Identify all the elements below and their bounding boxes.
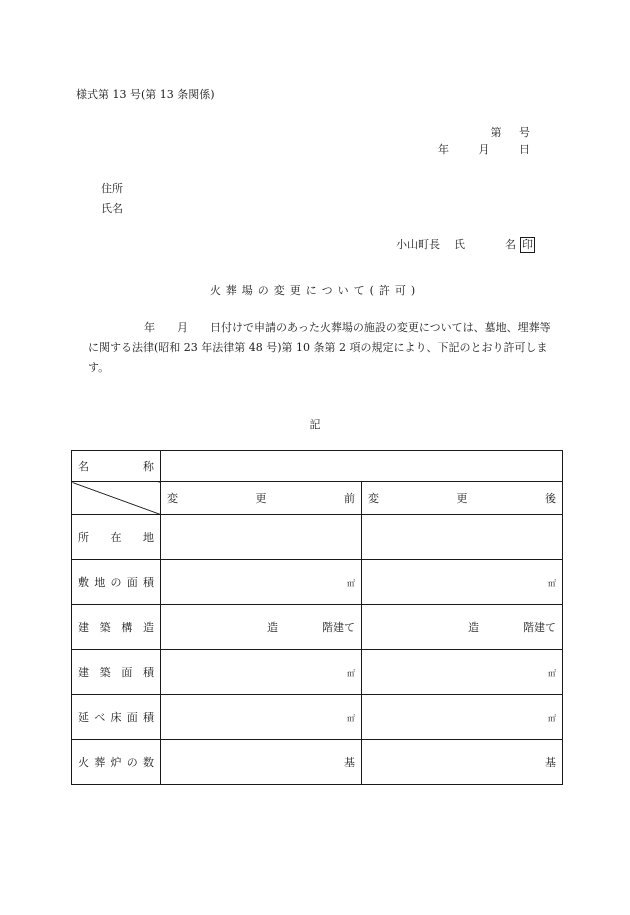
- sender-name-prefix: 氏: [454, 238, 465, 251]
- label-char: 築: [99, 666, 111, 679]
- header-char: 変: [368, 492, 379, 505]
- label-char: 面: [121, 666, 133, 679]
- unit-sqm: ㎡: [347, 578, 355, 588]
- name-label-cell: [72, 451, 161, 482]
- unit-sqm: ㎡: [347, 713, 355, 723]
- label-char: 所: [78, 531, 89, 544]
- unit-sqm: ㎡: [548, 713, 556, 723]
- after-value-cell: [362, 605, 563, 650]
- structure-type: 造: [468, 621, 479, 634]
- seal-mark: 印: [522, 238, 533, 251]
- row-label-cell: [72, 515, 161, 560]
- label-char: べ: [94, 711, 106, 724]
- before-value-cell: [161, 695, 362, 740]
- label-char: 面: [126, 576, 138, 589]
- header-char: 更: [255, 492, 267, 505]
- header-char: 前: [344, 492, 355, 505]
- label-char: 数: [143, 756, 154, 769]
- before-value-cell: [161, 650, 362, 695]
- table-row-building-area: [72, 650, 563, 695]
- recipient-address-label: 住所: [101, 182, 123, 195]
- label-char: 敷: [78, 576, 89, 589]
- table-row-site-area: [72, 560, 563, 605]
- label-char: 面: [126, 711, 138, 724]
- diagonal-header-cell: [72, 482, 161, 515]
- unit-sqm: ㎡: [548, 668, 556, 678]
- row-label-cell: [72, 605, 161, 650]
- after-value-cell: [362, 650, 563, 695]
- unit-count: 基: [344, 756, 355, 769]
- sender-name-suffix: 名: [505, 238, 516, 251]
- label-char: 葬: [94, 756, 106, 769]
- label-char: 床: [110, 711, 122, 724]
- recipient-name-label: 氏名: [101, 202, 123, 215]
- label-char: 在: [110, 531, 122, 544]
- label-char: 構: [121, 621, 133, 634]
- label-char: 名: [78, 460, 89, 473]
- label-char: 築: [99, 621, 111, 634]
- unit-sqm: ㎡: [347, 668, 355, 678]
- label-char: 地: [143, 531, 154, 544]
- label-char: 積: [143, 711, 154, 724]
- label-char: 地: [94, 576, 106, 589]
- table-row-name: [72, 451, 563, 482]
- body-paragraph: 年 月 日付けで申請のあった火葬場の施設の変更については、墓地、埋葬等に関する法律(昭和 23 年法律第 48 号)第 10 条第 2 項の規定により、下記のとおり許可します。: [88, 321, 551, 374]
- table-row-structure: [72, 605, 563, 650]
- after-value-cell: [362, 695, 563, 740]
- after-value-cell: [362, 560, 563, 605]
- storeys: 階建て: [523, 621, 556, 634]
- document-date: 年 月 日: [438, 143, 530, 156]
- row-label-cell: [72, 695, 161, 740]
- change-permit-table: [71, 450, 563, 785]
- label-char: 積: [142, 666, 154, 679]
- row-label-cell: [72, 740, 161, 785]
- label-char: 建: [78, 666, 89, 679]
- header-char: 変: [167, 492, 178, 505]
- table-row-header: [72, 482, 563, 515]
- after-value-cell: [362, 740, 563, 785]
- after-header-cell: [362, 482, 563, 515]
- label-char: の: [110, 576, 122, 589]
- document-number: 第 号: [490, 126, 530, 139]
- header-char: 後: [545, 492, 556, 505]
- before-header-cell: [161, 482, 362, 515]
- label-char: 火: [78, 756, 89, 769]
- document-title: 火葬場の変更について(許可): [209, 284, 421, 297]
- table-row-location: [72, 515, 563, 560]
- after-value-cell: [362, 515, 563, 560]
- unit-sqm: ㎡: [548, 578, 556, 588]
- storeys: 階建て: [322, 621, 355, 634]
- structure-type: 造: [267, 621, 278, 634]
- label-char: の: [126, 756, 138, 769]
- label-char: 建: [78, 621, 89, 634]
- before-value-cell: [161, 605, 362, 650]
- ki-heading: 記: [309, 418, 321, 431]
- row-label-cell: [72, 650, 161, 695]
- table-row-floor-area: [72, 695, 563, 740]
- form-number: 様式第 13 号(第 13 条関係): [76, 88, 215, 101]
- unit-count: 基: [545, 756, 556, 769]
- before-value-cell: [161, 560, 362, 605]
- label-char: 称: [143, 460, 154, 473]
- row-label-cell: [72, 560, 161, 605]
- label-char: 延: [78, 711, 89, 724]
- sender-title: 小山町長: [396, 238, 440, 251]
- label-char: 炉: [110, 756, 122, 769]
- header-char: 更: [456, 492, 468, 505]
- name-value-cell: [161, 451, 563, 482]
- before-value-cell: [161, 740, 362, 785]
- sender-signature: [396, 236, 535, 253]
- table-row-furnace-count: [72, 740, 563, 785]
- before-value-cell: [161, 515, 362, 560]
- label-char: 造: [142, 621, 154, 634]
- label-char: 積: [143, 576, 154, 589]
